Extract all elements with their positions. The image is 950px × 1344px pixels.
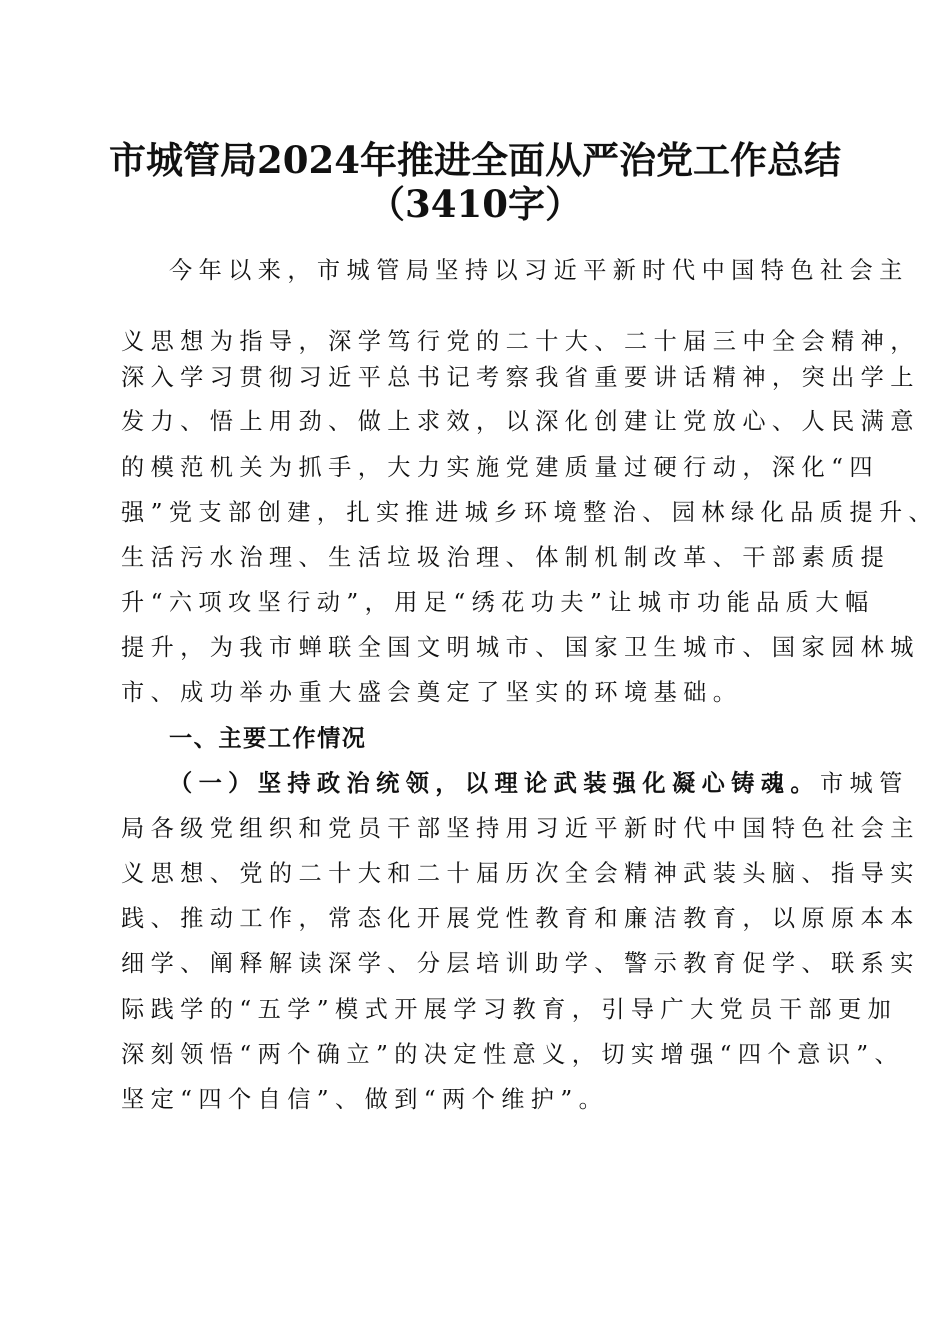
paragraph-line: 践、推动工作，常态化开展党性教育和廉洁教育，以原原本本 [121, 905, 920, 932]
paragraph-line: 提升，为我市蝉联全国文明城市、国家卫生城市、国家园林城 [121, 634, 920, 661]
paragraph-line: 的模范机关为抓手，大力实施党建质量过硬行动，深化“四 [121, 454, 879, 481]
paragraph-line: 市、成功举办重大盛会奠定了坚实的环境基础。 [121, 679, 743, 706]
paragraph-line: 坚定“四个自信”、做到“两个维护”。 [121, 1086, 609, 1113]
paragraph-line: 细学、阐释解读深学、分层培训助学、警示教育促学、联系实 [121, 950, 920, 977]
paragraph-line: 深入学习贯彻习近平总书记考察我省重要讲话精神，突出学上 [121, 364, 920, 391]
subsection-lead-rest: 市城管 [819, 770, 909, 797]
paragraph-line: 发力、悟上用劲、做上求效，以深化创建让党放心、人民满意 [121, 408, 920, 435]
paragraph-line: 局各级党组织和党员干部坚持用习近平新时代中国特色社会主 [121, 815, 920, 842]
paragraph-line: 际践学的“五学”模式开展学习教育，引导广大党员干部更加 [121, 996, 898, 1023]
paragraph-line: 今年以来，市城管局坚持以习近平新时代中国特色社会主 [169, 257, 909, 284]
subsection-first-line [169, 762, 909, 806]
section-heading: 一、主要工作情况 [169, 725, 367, 752]
paragraph-line: 深刻领悟“两个确立”的决定性意义，切实增强“四个意识”、 [121, 1041, 905, 1068]
paragraph-line: 义思想为指导，深学笃行党的二十大、二十届三中全会精神， [121, 328, 920, 355]
paragraph-line: 生活污水治理、生活垃圾治理、体制机制改革、干部素质提 [121, 544, 891, 571]
paragraph-line: 义思想、党的二十大和二十届历次全会精神武装头脑、指导实 [121, 860, 920, 887]
subsection-lead: （一）坚持政治统领，以理论武装强化凝心铸魂。 [169, 770, 820, 797]
document-title: 市城管局2024年推进全面从严治党工作总结 [109, 138, 841, 182]
document-title-wordcount: （3410字） [368, 182, 582, 226]
paragraph-line: 强”党支部创建，扎实推进城乡环境整治、园林绿化品质提升、 [121, 499, 939, 526]
paragraph-line: 升“六项攻坚行动”，用足“绣花功夫”让城市功能品质大幅 [121, 589, 875, 616]
